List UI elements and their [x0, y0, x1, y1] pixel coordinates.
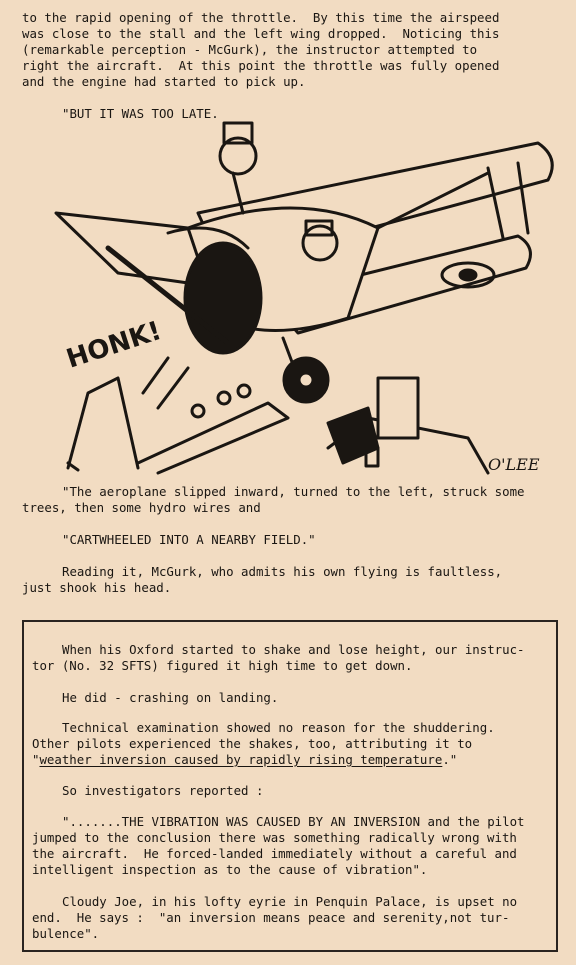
box-paragraph-line: So investigators reported : [62, 783, 264, 798]
box-paragraph-line: ".......THE VIBRATION WAS CAUSED BY AN INVERSION and the pilot [62, 814, 525, 829]
body-paragraph-line: to the rapid opening of the throttle. By this time the airspeed [22, 10, 500, 25]
artist-signature: O'LEE [488, 455, 540, 474]
body-paragraph-line: "The aeroplane slipped inward, turned to the left, struck some [62, 484, 525, 499]
body-paragraph-line: trees, then some hydro wires and [22, 500, 261, 515]
box-paragraph-line: When his Oxford started to shake and lose height, our instruc- [62, 642, 525, 657]
body-paragraph-line: and the engine had started to pick up. [22, 74, 306, 89]
box-paragraph-line: the aircraft. He forced-landed immediately without a careful and [32, 846, 517, 861]
box-paragraph-line: end. He says : "an inversion means peace and serenity,not tur- [32, 910, 510, 925]
quote-too-late: "BUT IT WAS TOO LATE. [62, 106, 219, 121]
body-paragraph-line: just shook his head. [22, 580, 172, 595]
body-paragraph-line: right the aircraft. At this point the throttle was fully opened [22, 58, 500, 73]
box-paragraph-line: tor (No. 32 SFTS) figured it high time to get down. [32, 658, 413, 673]
box-paragraph-line: intelligent inspection as to the cause of vibration". [32, 862, 428, 877]
body-paragraph-line: (remarkable perception - McGurk), the instructor attempted to [22, 42, 478, 57]
underlined-phrase: weather inversion caused by rapidly rising temperature [39, 752, 443, 767]
box-paragraph-line: Technical examination showed no reason for the shuddering. [62, 720, 495, 735]
box-paragraph-line: He did - crashing on landing. [62, 690, 279, 705]
plane-crash-cartoon [48, 118, 560, 478]
quote-cartwheeled: "CARTWHEELED INTO A NEARBY FIELD." [62, 532, 316, 547]
box-paragraph-line: Cloudy Joe, in his lofty eyrie in Penquin Palace, is upset no [62, 894, 518, 909]
box-paragraph-line: Other pilots experienced the shakes, too, attributing it to [32, 736, 473, 751]
body-paragraph-line: was close to the stall and the left wing dropped. Noticing this [22, 26, 500, 41]
body-paragraph-line: Reading it, McGurk, who admits his own flying is faultless, [62, 564, 503, 579]
underlined-quote-line: "weather inversion caused by rapidly rising temperature." [32, 752, 458, 767]
box-paragraph-line: jumped to the conclusion there was something radically wrong with [32, 830, 517, 845]
box-paragraph-line: bulence". [32, 926, 100, 941]
honk-sound-text: HONK! [62, 315, 166, 375]
